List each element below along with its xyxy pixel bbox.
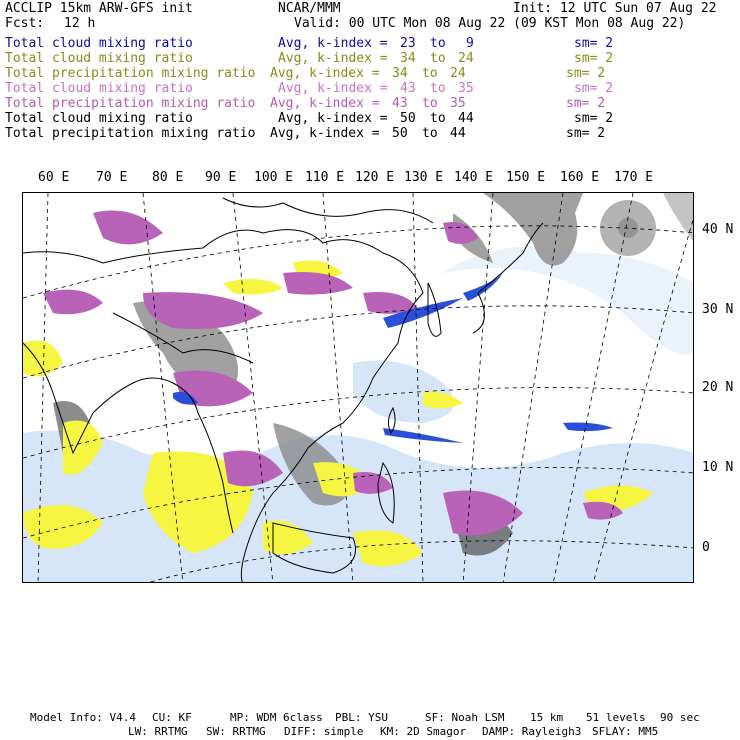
map-svg: [23, 193, 694, 583]
footer-item: PBL: YSU: [335, 711, 388, 724]
footer-item: KM: 2D Smagor: [380, 725, 467, 738]
footer-item: SFLAY: MM5: [592, 725, 659, 738]
lat-label: 20 N: [702, 380, 734, 395]
field-avg: Avg, k-index =: [270, 126, 380, 141]
footer-item: 51 levels: [586, 711, 646, 724]
lon-label: 110 E: [305, 170, 345, 185]
field-to-word: to: [430, 111, 446, 126]
field-sm: sm= 2: [574, 81, 614, 96]
footer-item: 15 km: [530, 711, 564, 724]
field-sm: sm= 2: [574, 51, 614, 66]
valid-time: Valid: 00 UTC Mon 08 Aug 22 (09 KST Mon 08 Aug 22): [294, 16, 686, 31]
field-to-word: to: [430, 51, 446, 66]
field-sm: sm= 2: [574, 36, 614, 51]
field-avg: Avg, k-index =: [278, 81, 388, 96]
plot-title: ACCLIP 15km ARW-GFS init: [5, 1, 193, 16]
field-to: 24: [458, 51, 474, 66]
map-panel[interactable]: [22, 192, 694, 583]
field-from: 50: [400, 111, 416, 126]
field-to: 35: [458, 81, 474, 96]
footer-item: DAMP: Rayleigh3: [482, 725, 582, 738]
field-sm: sm= 2: [566, 126, 606, 141]
field-to-word: to: [422, 126, 438, 141]
field-from: 50: [392, 126, 408, 141]
field-to-word: to: [422, 96, 438, 111]
center-label: NCAR/MMM: [278, 1, 341, 16]
field-name: Total precipitation mixing ratio: [5, 96, 256, 111]
field-name: Total cloud mixing ratio: [5, 81, 193, 96]
field-avg: Avg, k-index =: [270, 96, 380, 111]
fcst-label: Fcst:: [5, 16, 45, 31]
field-avg: Avg, k-index =: [278, 51, 388, 66]
field-from: 43: [400, 81, 416, 96]
lon-label: 120 E: [355, 170, 395, 185]
init-time: Init: 12 UTC Sun 07 Aug 22: [513, 1, 717, 16]
lon-label: 160 E: [560, 170, 600, 185]
lon-label: 170 E: [614, 170, 654, 185]
field-to-word: to: [430, 36, 446, 51]
lon-label: 100 E: [254, 170, 294, 185]
field-to-word: to: [422, 66, 438, 81]
field-to: 44: [458, 111, 474, 126]
field-name: Total precipitation mixing ratio: [5, 126, 256, 141]
field-to: 35: [450, 96, 466, 111]
field-to: 9: [466, 36, 474, 51]
lon-label: 90 E: [205, 170, 237, 185]
footer-item: MP: WDM 6class: [230, 711, 323, 724]
lat-label: 40 N: [702, 222, 734, 237]
field-avg: Avg, k-index =: [270, 66, 380, 81]
field-avg: Avg, k-index =: [278, 36, 388, 51]
field-sm: sm= 2: [574, 111, 614, 126]
field-from: 43: [392, 96, 408, 111]
lat-label: 30 N: [702, 302, 734, 317]
field-name: Total cloud mixing ratio: [5, 36, 193, 51]
field-to-word: to: [430, 81, 446, 96]
footer-item: Model Info: V4.4: [30, 711, 136, 724]
fcst-value: 12 h: [64, 16, 96, 31]
footer-item: LW: RRTMG: [128, 725, 188, 738]
lon-label: 60 E: [38, 170, 70, 185]
lat-label: 10 N: [702, 460, 734, 475]
field-to: 44: [450, 126, 466, 141]
field-sm: sm= 2: [566, 96, 606, 111]
footer-item: SF: Noah LSM: [425, 711, 505, 724]
footer-item: DIFF: simple: [284, 725, 364, 738]
lon-label: 70 E: [96, 170, 128, 185]
field-from: 34: [392, 66, 408, 81]
lon-label: 150 E: [506, 170, 546, 185]
footer-item: SW: RRTMG: [206, 725, 266, 738]
field-avg: Avg, k-index =: [278, 111, 388, 126]
footer-item: 90 sec: [660, 711, 700, 724]
field-name: Total cloud mixing ratio: [5, 51, 193, 66]
lon-label: 80 E: [152, 170, 184, 185]
field-name: Total precipitation mixing ratio: [5, 66, 256, 81]
lon-label: 140 E: [454, 170, 494, 185]
field-to: 24: [450, 66, 466, 81]
field-from: 34: [400, 51, 416, 66]
field-sm: sm= 2: [566, 66, 606, 81]
field-from: 23: [400, 36, 416, 51]
footer-item: CU: KF: [152, 711, 192, 724]
field-name: Total cloud mixing ratio: [5, 111, 193, 126]
lat-label: 0: [702, 540, 710, 555]
lon-label: 130 E: [404, 170, 444, 185]
